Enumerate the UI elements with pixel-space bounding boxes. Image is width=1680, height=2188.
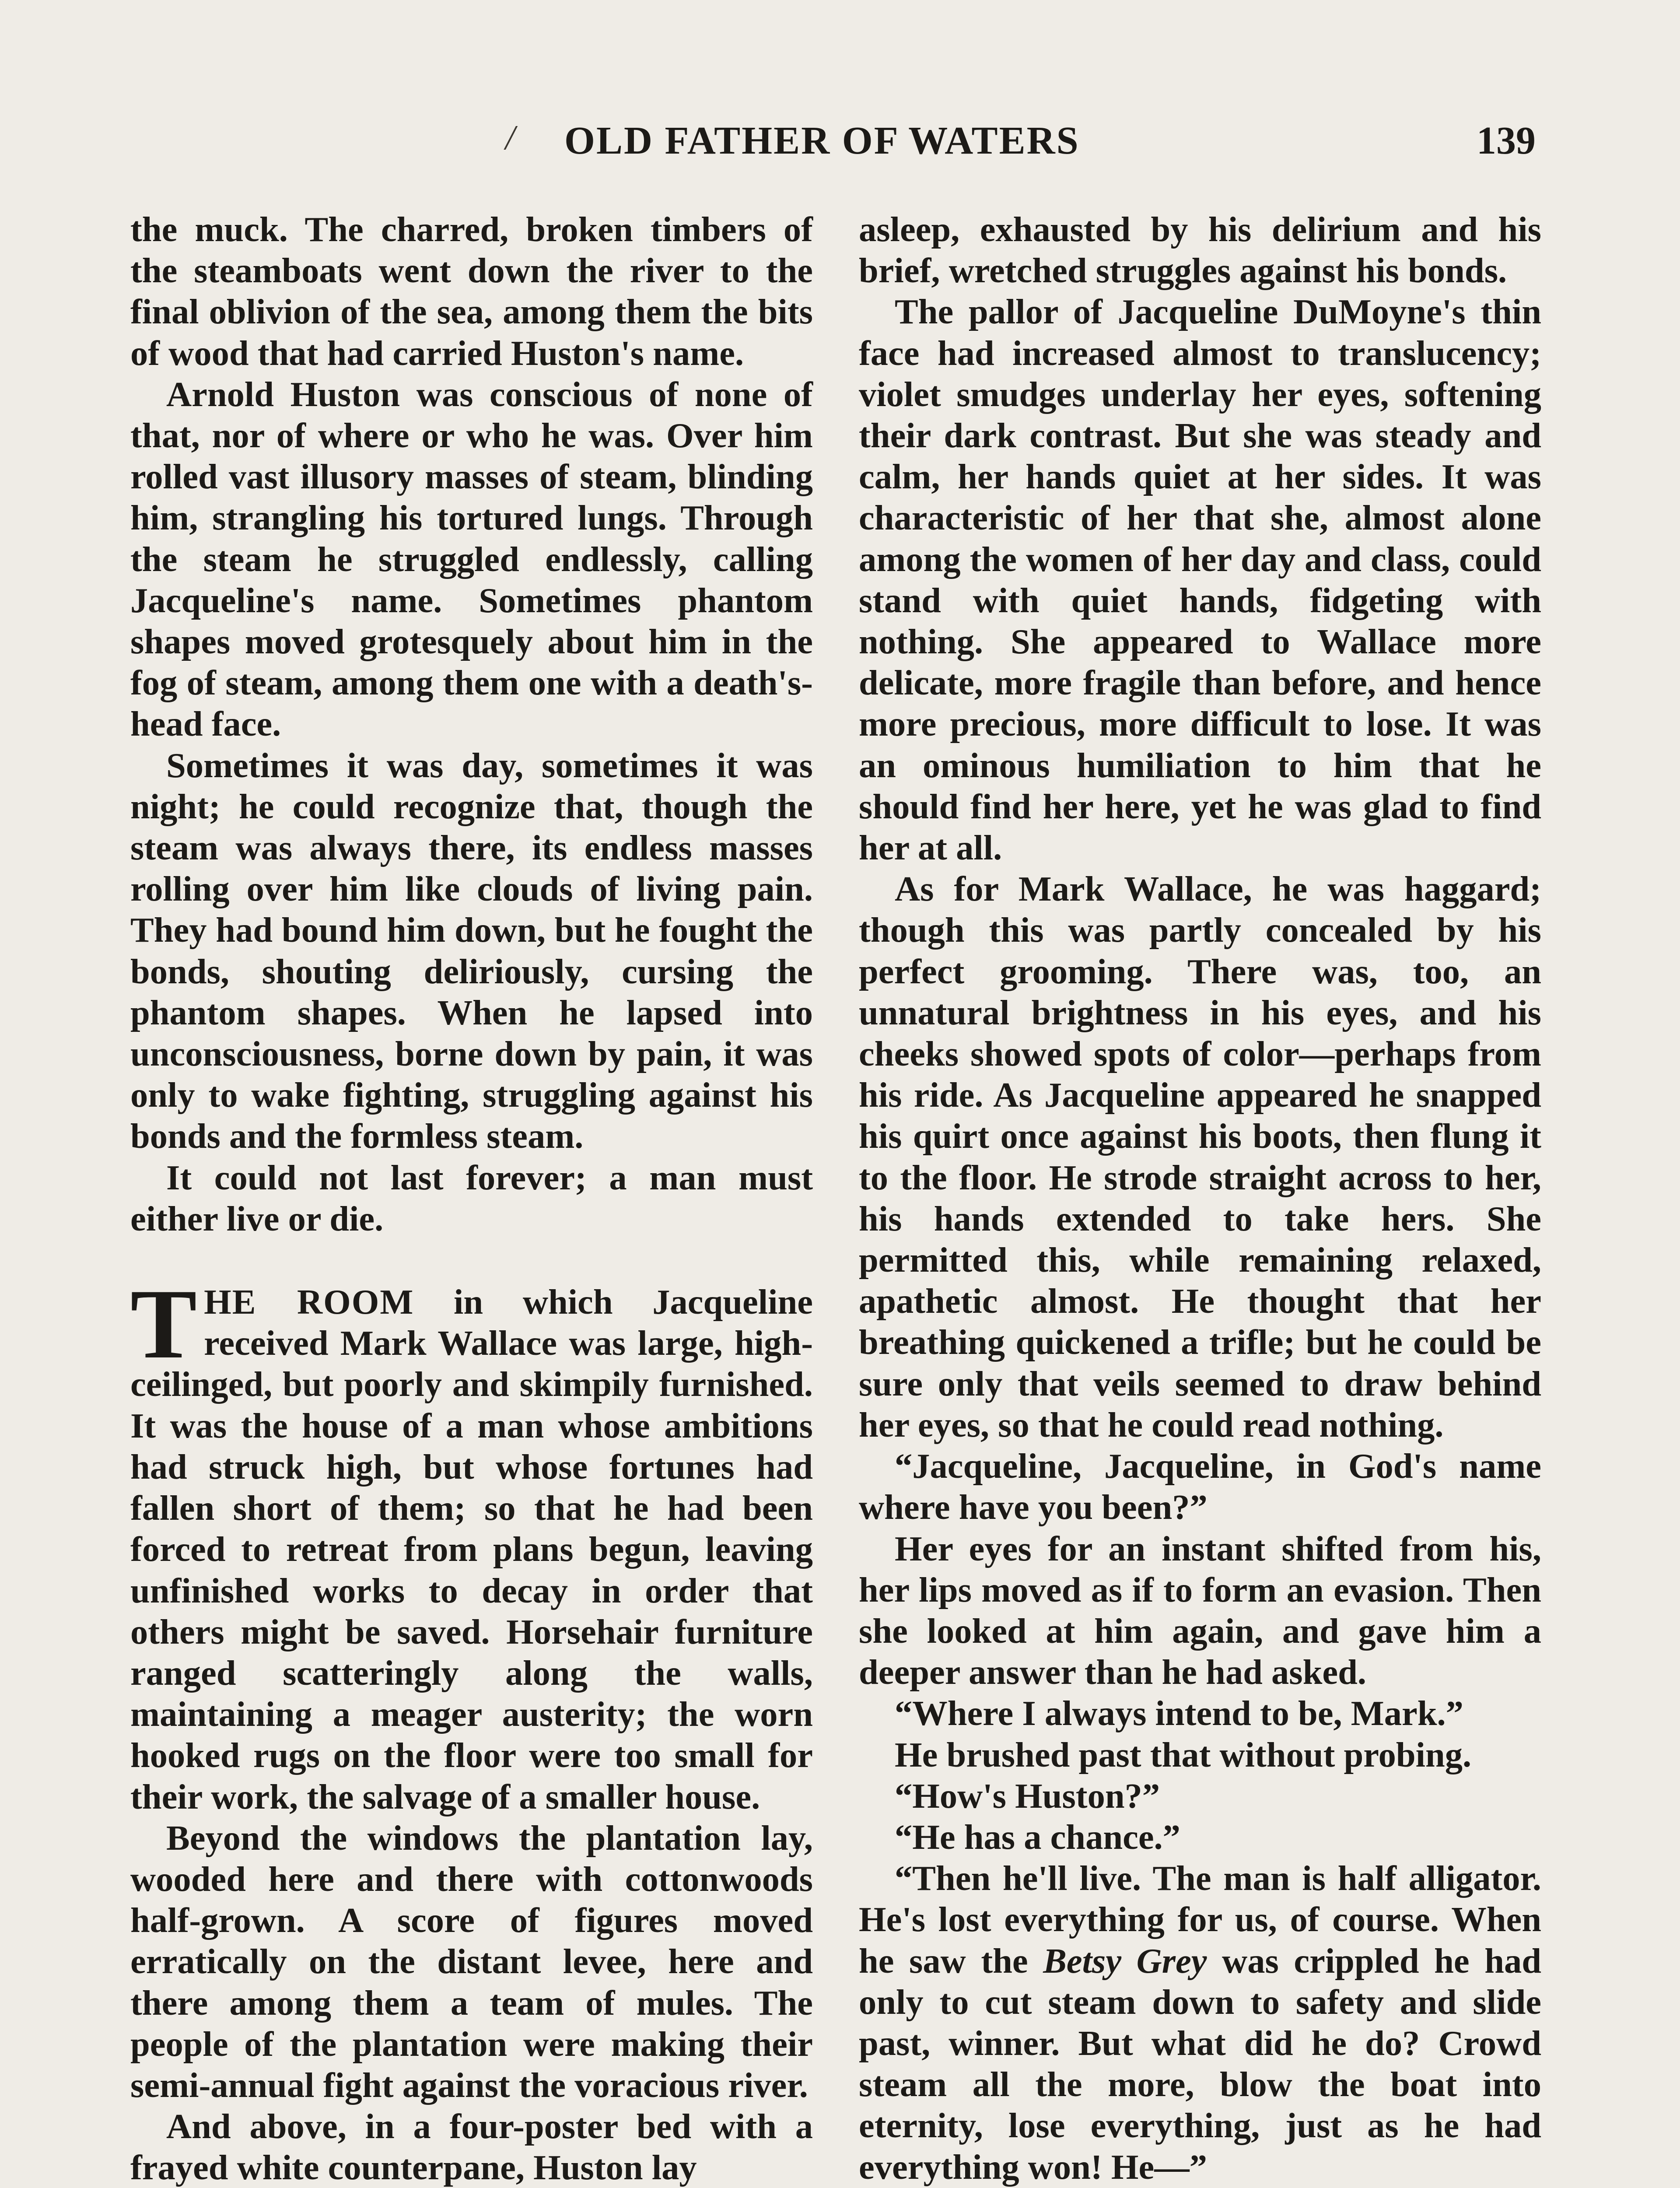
paragraph: “He has a chance.” xyxy=(895,1817,1180,1857)
paragraph: The pallor of Jacqueline DuMoyne's thin face had increased almost to translucency; violet smudges underlay her eyes, softening their dark contrast. But she was steady and calm, her hands quiet at her sides. It was characteristic of her that she, almost alone among the women of her day and class, could stand with quiet hands, fidgeting with nothing. She appeared to Wallace more delicate, more fragile than before, and hence more precious, more difficult to lose. It was an ominous humiliation to him that he should find her here, yet he was glad to find her at all. xyxy=(859,292,1541,868)
header-mark: / xyxy=(505,119,515,157)
paragraph: Beyond the windows the plantation lay, wooded here and there with cottonwoods half-grown. A score of figures moved erratically on the distant levee, here and there among them a team of mules. The people of the plantation were making their semi-annual fight against the voracious river. xyxy=(130,1818,813,2105)
paragraph: Arnold Huston was conscious of none of that, nor of where or who he was. Over him rolled vast illusory masses of steam, blinding him, strangling his tortured lungs. Through the steam he struggled endlessly, calling Jacqueline's name. Sometimes phantom shapes moved grotesquely about him in the fog of steam, among them one with a death's-head face. xyxy=(130,375,813,744)
paragraph-text: in which Jacqueline received Mark Wallace was large, high-ceilinged, but poorly and skimpily furnished. It was the house of a man whose ambitions had struck high, but whose fortunes had fallen short of them; so that he had been forced to retreat from plans begun, leaving unfinished works to decay in order that others might be saved. Horsehair furniture ranged scatteringly along the walls, maintaining a meager austerity; the worn hooked rugs on the floor were too small for their work, the salvage of a smaller house. xyxy=(130,1283,813,1816)
paragraph-text: was crippled he had only to cut steam down to safety and slide past, winner. But what did he do? Crowd steam all the more, blow the boat into eternity, lose everything, just as he had everything won! He—” xyxy=(859,1941,1541,2187)
paragraph: “Where I always intend to be, Mark.” xyxy=(895,1694,1463,1733)
paragraph: As for Mark Wallace, he was haggard; though this was partly concealed by his perfect grooming. There was, too, an unnatural brightness in his eyes, and his cheeks showed spots of color—perhaps from his ride. As Jacqueline appeared he snapped his quirt once against his boots, then flung it to the floor. He strode straight across to her, his hands extended to take hers. She permitted this, while remaining relaxed, apathetic almost. He thought that her breathing quickened a trifle; but he could be sure only that veils seemed to draw behind her eyes, so that he could read nothing. xyxy=(859,870,1541,1445)
paragraph: It could not last forever; a man must either live or die. xyxy=(130,1158,813,1238)
paragraph: He brushed past that without probing. xyxy=(895,1735,1472,1774)
page-number: 139 xyxy=(1477,119,1536,162)
drop-cap: T xyxy=(130,1269,197,1380)
paragraph: “How's Huston?” xyxy=(895,1776,1160,1816)
paragraph: Sometimes it was day, sometimes it was night; he could recognize that, though the steam was always there, its endless masses rolling over him like clouds of living pain. They had bound him down, but he fought the bonds, shouting deliriously, cursing the phantom shapes. When he lapsed into unconsciousness, borne down by pain, it was only to wake fighting, struggling against his bonds and the formless steam. xyxy=(130,746,813,1156)
ship-name: Betsy Grey xyxy=(1043,1941,1207,1981)
paragraph: the muck. The charred, broken timbers of the steamboats went down the river to the final oblivion of the sea, among them the bits of wood that had carried Huston's name. xyxy=(130,210,813,373)
paragraph: “Jacqueline, Jacqueline, in God's name where have you been?” xyxy=(859,1447,1541,1527)
paragraph: Her eyes for an instant shifted from his, her lips moved as if to form an evasion. Then she looked at him again, and gave him a deeper answer than he had asked. xyxy=(859,1529,1541,1692)
paragraph: asleep, exhausted by his delirium and his brief, wretched struggles against his bonds. xyxy=(859,210,1541,291)
left-column xyxy=(130,209,813,2188)
running-title: OLD FATHER OF WATERS xyxy=(564,119,1080,162)
paragraph: And above, in a four-poster bed with a frayed white counterpane, Huston lay xyxy=(130,2107,813,2188)
page-header xyxy=(0,118,1680,171)
right-column xyxy=(859,209,1541,2188)
paragraph xyxy=(859,1858,1541,2188)
section-opening-paragraph xyxy=(130,1269,813,1818)
small-caps-lead: HE ROOM xyxy=(204,1283,414,1322)
paragraph-text: “Then he'll live. The man is half alligator. He's lost everything for us, of course. When he saw the xyxy=(859,1859,1541,1981)
